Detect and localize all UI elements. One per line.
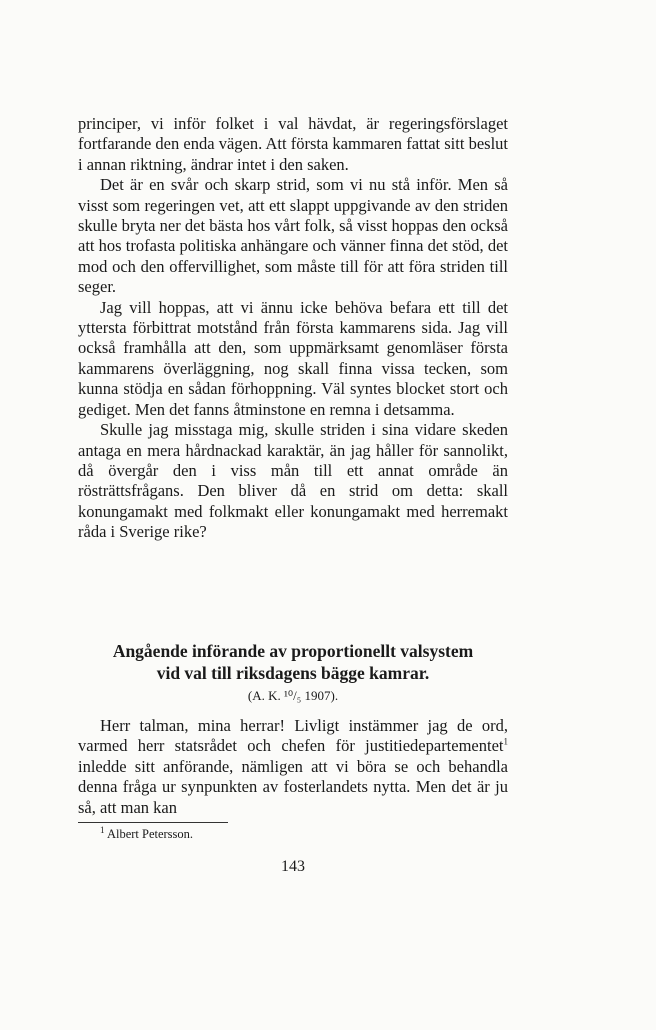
- section-heading: [78, 640, 508, 684]
- section-date: (A. K. ¹⁰/₅ 1907).: [247, 688, 339, 703]
- footnote-reference: 1: [503, 736, 508, 747]
- footnote: [100, 826, 500, 842]
- paragraph-5: [78, 716, 508, 818]
- body-text-top: [78, 114, 508, 543]
- footnote-text: Albert Petersson.: [106, 827, 194, 841]
- paragraph-5-part-2: inledde sitt anförande, nämligen att vi böra se och behandla denna fråga ur synpunkten av fosterlandets nytta. Men det är ju så, att man kan: [78, 756, 508, 817]
- page-number: 143: [281, 858, 305, 875]
- paragraph-2: Det är en svår och skarp strid, som vi nu stå inför. Men så visst som regeringen vet, att ett slappt uppgivande av den striden skulle bryta ner det bästa hos vårt folk, så visst hoppas den också att hos trofasta politiska anhängare och vänner finna det stöd, det mod och den offervillighet, som måste till för att föra striden till seger.: [78, 175, 508, 297]
- footnote-mark: 1: [100, 824, 105, 835]
- footnote-divider: [78, 822, 228, 823]
- section-heading-line-2: vid val till riksdagens bägge kamrar.: [156, 663, 430, 683]
- section-heading-line-1: Angående införande av proportionellt valsystem: [112, 641, 474, 661]
- paragraph-4: Skulle jag misstaga mig, skulle striden i sina vidare skeden antaga en mera hårdnackad karaktär, än jag håller för sannolikt, då övergår den i viss mån till ett annat område än rösträttsfrågans. Den bliver då en strid om detta: skall konungamakt med folkmakt eller konungamakt med herremakt råda i Sverige rike?: [78, 420, 508, 542]
- paragraph-1: principer, vi inför folket i val hävdat, är regeringsförslaget fortfarande den enda vägen. Att första kammaren fattat sitt beslut i annan riktning, ändrar intet i den saken.: [78, 114, 508, 174]
- paragraph-5-part-1: Herr talman, mina herrar! Livligt instämmer jag de ord, varmed herr statsrådet och chefen för justitiedepartementet: [78, 716, 508, 756]
- body-text-bottom: [78, 716, 508, 818]
- paragraph-3: Jag vill hoppas, att vi ännu icke behöva befara ett till det yttersta förbittrat motstånd från första kammarens sida. Jag vill också framhålla att den, som uppmärksamt genomläser första kammarens överläggning, nog skall finna vissa tecken, som kunna stödja en sådan förhoppning. Väl syntes blocket stort och gediget. Men det fanns åtminstone en remna i detsamma.: [78, 297, 508, 419]
